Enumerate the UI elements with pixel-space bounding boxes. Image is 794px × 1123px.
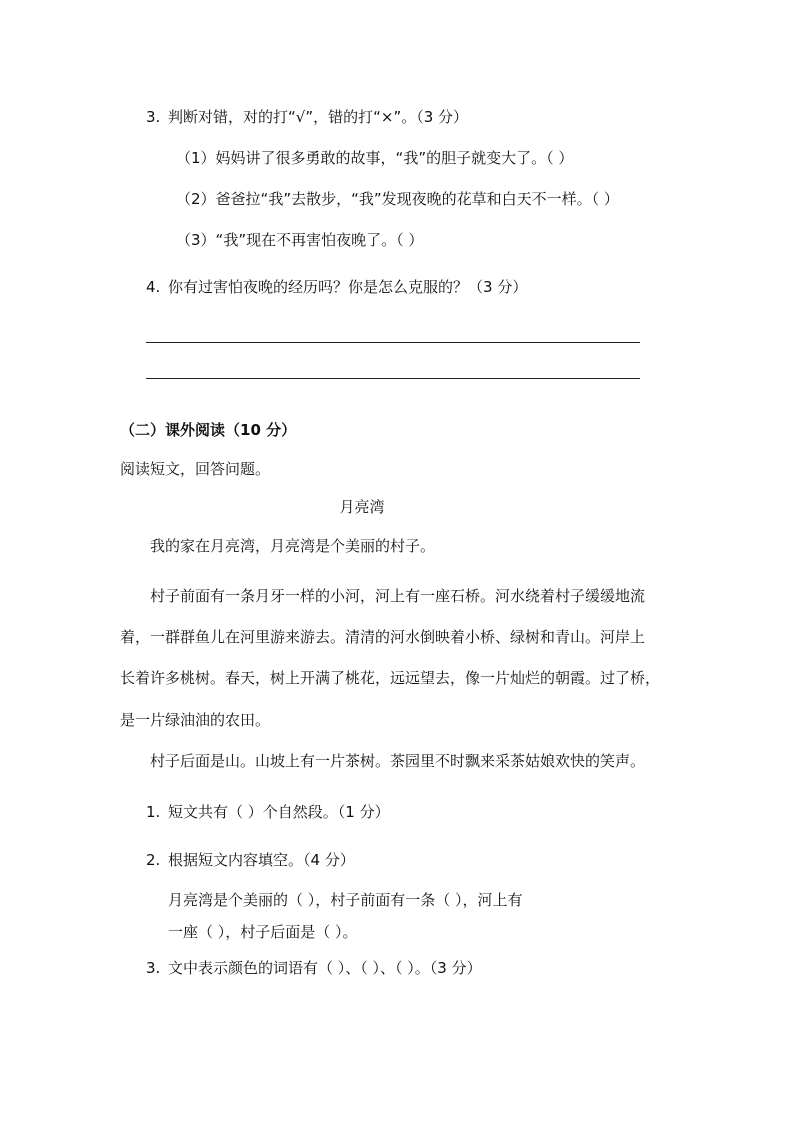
judge-item-3: （3）“我”现在不再害怕夜晚了。（ ） <box>176 231 424 249</box>
section-instruction: 阅读短文，回答问题。 <box>120 460 271 478</box>
fill-line-2: 一座（ ），村子后面是（ ）。 <box>168 923 358 941</box>
answer-line-1[interactable] <box>146 342 640 343</box>
question-text: 你有过害怕夜晚的经历吗？你是怎么克服的？（3 分） <box>168 278 528 296</box>
reading-question-1 <box>146 802 390 822</box>
story-title: 月亮湾 <box>339 498 385 516</box>
question-text: 根据短文内容填空。（4 分） <box>168 851 355 869</box>
question-text: 判断对错，对的打“√”，错的打“×”。（3 分） <box>168 108 469 126</box>
reading-question-3 <box>146 958 482 978</box>
section-heading: （二）课外阅读（10 分） <box>120 421 297 439</box>
story-paragraph-3: 村子后面是山。山坡上有一片茶树。茶园里不时飘来采茶姑娘欢快的笑声。 <box>150 752 646 770</box>
reading-question-2 <box>146 850 355 870</box>
question-4 <box>146 277 527 297</box>
story-paragraph-2-line-4: 是一片绿油油的农田。 <box>120 711 271 729</box>
judge-item-2: （2）爸爸拉“我”去散步，“我”发现夜晚的花草和白天不一样。（ ） <box>176 190 619 208</box>
question-number: 3. <box>146 959 161 977</box>
story-paragraph-2-line-1: 村子前面有一条月牙一样的小河，河上有一座石桥。河水绕着村子缓缓地流 <box>150 587 646 605</box>
question-text: 短文共有（ ）个自然段。（1 分） <box>168 803 390 821</box>
question-3 <box>146 107 468 127</box>
fill-line-1: 月亮湾是个美丽的（ ），村子前面有一条（ ），河上有 <box>168 891 523 909</box>
question-number: 1. <box>146 803 161 821</box>
answer-line-2[interactable] <box>146 378 640 379</box>
question-number: 3. <box>146 108 161 126</box>
question-number: 4. <box>146 278 161 296</box>
story-paragraph-2-line-3: 长着许多桃树。春天，树上开满了桃花，远远望去，像一片灿烂的朝霞。过了桥， <box>120 669 661 687</box>
story-paragraph-2-line-2: 着，一群群鱼儿在河里游来游去。清清的河水倒映着小桥、绿树和青山。河岸上 <box>120 628 646 646</box>
judge-item-1: （1）妈妈讲了很多勇敢的故事，“我”的胆子就变大了。（ ） <box>176 149 574 167</box>
question-text: 文中表示颜色的词语有（ ）、（ ）、（ ）。（3 分） <box>168 959 482 977</box>
question-number: 2. <box>146 851 161 869</box>
story-paragraph-1: 我的家在月亮湾，月亮湾是个美丽的村子。 <box>150 537 436 555</box>
